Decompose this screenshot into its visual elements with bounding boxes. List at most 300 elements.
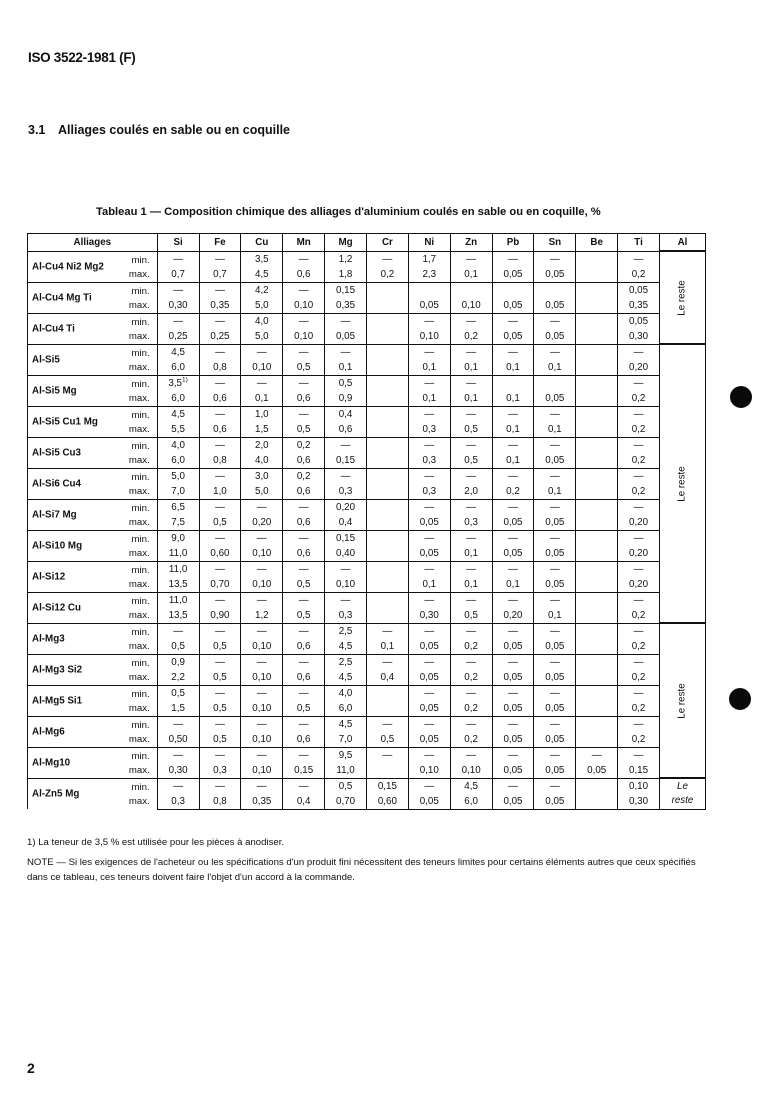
cell-value: 0,10 [252, 361, 272, 373]
cell-value: — [508, 470, 518, 482]
cell-value: — [633, 439, 644, 451]
cell-value: 6,5 [171, 501, 185, 513]
cell-value: — [466, 594, 477, 606]
value-cell [450, 515, 492, 531]
alloy-cell [28, 561, 158, 592]
value-cell [283, 747, 325, 763]
value-cell [325, 267, 367, 283]
cell-value: 0,1 [464, 547, 478, 559]
value-cell [450, 251, 492, 267]
cell-value: — [549, 749, 560, 761]
cell-value: — [549, 532, 560, 544]
cell-value: 5,0 [171, 470, 185, 482]
al-balance-text: Le reste [676, 465, 688, 502]
value-cell [366, 453, 408, 469]
column-header: Al [659, 234, 705, 252]
value-cell [534, 747, 576, 763]
value-cell [408, 530, 450, 546]
value-cell [534, 422, 576, 438]
binder-hole-icon [730, 386, 752, 408]
value-cell [283, 437, 325, 453]
value-cell [450, 592, 492, 608]
value-cell [366, 639, 408, 655]
al-balance-text: Le reste [676, 279, 688, 316]
cell-value: 1,0 [255, 408, 269, 420]
cell-value: — [256, 377, 267, 389]
cell-value: — [633, 687, 644, 699]
alloy-name: Al-Si5 [32, 354, 60, 365]
value-cell [199, 313, 241, 329]
cell-value: 0,10 [252, 733, 272, 745]
cell-value: 0,1 [506, 392, 520, 404]
cell-value: 0,40 [336, 547, 356, 559]
cell-value: 0,3 [422, 423, 437, 435]
cell-value: 0,5 [171, 687, 185, 699]
cell-value: 0,2 [296, 439, 311, 451]
value-cell [157, 298, 199, 314]
cell-value: 0,05 [545, 392, 565, 404]
value-cell [492, 437, 534, 453]
cell-value: — [424, 656, 435, 668]
value-cell [325, 375, 367, 391]
min-label: min. [131, 409, 150, 421]
value-cell [534, 577, 576, 593]
max-label: max. [128, 764, 150, 776]
cell-value: 0,5 [213, 671, 227, 683]
value-cell [283, 639, 325, 655]
value-cell [576, 251, 618, 267]
value-cell [157, 251, 199, 267]
value-cell [450, 530, 492, 546]
value-cell [534, 484, 576, 500]
value-cell [534, 608, 576, 624]
section-number: 3.1 [28, 123, 46, 137]
cell-value: — [424, 377, 435, 389]
value-cell [618, 484, 660, 500]
value-cell [241, 592, 283, 608]
value-cell [534, 298, 576, 314]
value-cell [492, 406, 534, 422]
cell-value: — [508, 563, 518, 575]
max-label: max. [128, 423, 150, 435]
cell-value: 0,10 [252, 671, 272, 683]
cell-value: 1,0 [213, 485, 227, 497]
cell-value: 0,30 [168, 764, 188, 776]
cell-value: — [466, 470, 477, 482]
cell-value: 0,3 [422, 485, 437, 497]
cell-value: — [424, 501, 435, 513]
al-balance-text: Le reste [676, 682, 688, 719]
cell-value: 0,05 [419, 299, 439, 311]
max-label: max. [128, 796, 150, 807]
value-cell [408, 360, 450, 376]
value-cell [283, 251, 325, 267]
cell-value: 0,05 [545, 640, 565, 652]
cell-value: 0,05 [503, 764, 523, 776]
value-cell [618, 639, 660, 655]
cell-value: — [173, 625, 183, 637]
value-cell [157, 422, 199, 438]
value-cell [325, 778, 367, 794]
value-cell [534, 778, 576, 794]
cell-value: — [298, 687, 309, 699]
value-cell [576, 499, 618, 515]
value-cell [618, 530, 660, 546]
value-cell [408, 391, 450, 407]
value-cell [366, 267, 408, 283]
value-cell [576, 623, 618, 639]
al-cell [659, 623, 705, 778]
value-cell [618, 267, 660, 283]
value-cell [157, 685, 199, 701]
value-cell [283, 282, 325, 298]
value-cell [366, 344, 408, 360]
table-note: NOTE — Si les exigences de l'acheteur ou les spécifications d'un produit fini nécessitent des teneurs limites pour certains éléments autres que ceux spécifiés dans ce tableau, ces teneurs doivent faire l'objet d'un accord à la commande. [27, 857, 696, 883]
value-cell [534, 561, 576, 577]
value-cell [325, 763, 367, 779]
value-cell [199, 391, 241, 407]
value-cell [241, 437, 283, 453]
cell-value: 2,5 [338, 625, 353, 637]
cell-value: 0,5 [464, 609, 478, 621]
cell-value: — [466, 439, 477, 451]
cell-value: 0,05 [503, 268, 523, 280]
column-header: Fe [199, 234, 241, 252]
cell-value: — [215, 780, 225, 792]
value-cell [157, 732, 199, 748]
value-cell [618, 701, 660, 717]
value-cell [534, 530, 576, 546]
cell-value: 0,05 [545, 764, 565, 776]
value-cell [576, 344, 618, 360]
min-label: min. [131, 254, 150, 266]
cell-value: 0,2 [631, 423, 646, 435]
min-label: min. [131, 316, 150, 328]
max-label: max. [128, 609, 150, 621]
cell-value: 0,1 [506, 454, 520, 466]
cell-value: — [508, 532, 518, 544]
cell-value: 7,5 [171, 516, 185, 528]
cell-value: 0,1 [548, 423, 562, 435]
value-cell [492, 530, 534, 546]
cell-value: 13,5 [168, 609, 188, 621]
value-cell [534, 654, 576, 670]
cell-value: 5,0 [255, 299, 269, 311]
cell-value: 0,6 [338, 423, 353, 435]
value-cell [157, 515, 199, 531]
cell-value: 0,4 [380, 671, 395, 683]
value-cell [325, 251, 367, 267]
cell-value: 0,5 [213, 702, 227, 714]
table-row-min [28, 623, 706, 639]
cell-value: — [173, 749, 183, 761]
value-cell [618, 685, 660, 701]
value-cell [325, 577, 367, 593]
cell-value: 0,10 [419, 764, 439, 776]
max-label: max. [128, 485, 150, 497]
value-cell [199, 608, 241, 624]
alloy-cell [28, 375, 158, 406]
cell-value: 0,70 [210, 578, 230, 590]
value-cell [199, 251, 241, 267]
value-cell [408, 685, 450, 701]
value-cell [576, 375, 618, 391]
cell-value: 0,10 [252, 764, 272, 776]
value-cell [283, 794, 325, 810]
cell-value: 6,0 [171, 392, 185, 404]
value-cell [492, 422, 534, 438]
value-cell [325, 422, 367, 438]
value-cell [576, 406, 618, 422]
composition-table [27, 233, 706, 810]
cell-value: — [466, 408, 477, 420]
cell-value: 0,25 [210, 330, 230, 342]
alloy-cell [28, 406, 158, 437]
cell-value: 4,0 [171, 439, 185, 451]
value-cell [450, 546, 492, 562]
cell-value: 0,20 [629, 516, 649, 528]
cell-value: 0,4 [338, 516, 353, 528]
cell-value: — [633, 749, 644, 761]
value-cell [450, 313, 492, 329]
cell-value: — [508, 780, 518, 792]
value-cell [576, 360, 618, 376]
value-cell [408, 716, 450, 732]
cell-value: — [508, 253, 518, 265]
alloy-name: Al-Zn5 Mg [32, 788, 80, 800]
cell-value: — [215, 625, 225, 637]
value-cell [618, 778, 660, 794]
cell-value: 0,1 [548, 361, 562, 373]
value-cell [199, 701, 241, 717]
value-cell [576, 561, 618, 577]
table-row-min [28, 685, 706, 701]
cell-value: 0,05 [545, 733, 565, 745]
value-cell [450, 391, 492, 407]
value-cell [408, 251, 450, 267]
cell-value: — [173, 253, 183, 265]
value-cell [492, 561, 534, 577]
cell-value: 4,5 [255, 268, 269, 280]
cell-value: 11,0 [336, 764, 355, 776]
cell-value: 6,0 [171, 454, 185, 466]
cell-value: 5,5 [171, 423, 185, 435]
min-label: min. [131, 471, 150, 483]
cell-value: 0,10 [294, 299, 314, 311]
max-label: max. [128, 516, 150, 528]
cell-value: 0,05 [419, 733, 439, 745]
cell-value: 11,0 [168, 594, 188, 606]
cell-value: — [298, 501, 309, 513]
value-cell [241, 639, 283, 655]
cell-value: — [549, 253, 560, 265]
value-cell [492, 654, 534, 670]
value-cell [283, 422, 325, 438]
value-cell [576, 484, 618, 500]
cell-value: 0,60 [210, 547, 230, 559]
cell-value: 0,6 [296, 392, 311, 404]
value-cell [199, 282, 241, 298]
value-cell [450, 499, 492, 515]
cell-value: 0,3 [213, 764, 227, 776]
table-row-min [28, 406, 706, 422]
alloy-cell [28, 685, 158, 716]
value-cell [534, 329, 576, 345]
value-cell [283, 329, 325, 345]
value-cell [241, 577, 283, 593]
value-cell [534, 685, 576, 701]
value-cell [157, 437, 199, 453]
alloy-name: Al-Si12 [32, 571, 66, 582]
cell-value: — [256, 532, 267, 544]
value-cell [199, 794, 241, 810]
cell-value: 9,0 [171, 532, 185, 544]
value-cell [450, 747, 492, 763]
cell-value: — [466, 749, 477, 761]
value-cell [534, 344, 576, 360]
cell-value: 0,7 [171, 268, 185, 280]
value-cell [492, 391, 534, 407]
cell-value: 0,05 [419, 795, 439, 807]
cell-value: 0,05 [629, 284, 649, 296]
value-cell [576, 670, 618, 686]
cell-value: — [508, 346, 518, 358]
cell-value: — [215, 687, 225, 699]
value-cell [618, 375, 660, 391]
cell-value: — [466, 718, 477, 730]
value-cell [241, 515, 283, 531]
value-cell [325, 453, 367, 469]
cell-value: — [424, 718, 435, 730]
value-cell [450, 732, 492, 748]
value-cell [325, 329, 367, 345]
value-cell [283, 623, 325, 639]
cell-value: — [549, 594, 560, 606]
cell-value: — [549, 563, 560, 575]
column-header: Si [157, 234, 199, 252]
cell-value: — [256, 780, 267, 792]
cell-value: 0,2 [464, 733, 478, 745]
alloy-cell [28, 468, 158, 499]
cell-value: 0,6 [296, 640, 311, 652]
cell-value: 0,5 [464, 454, 478, 466]
value-cell [450, 298, 492, 314]
value-cell [618, 546, 660, 562]
cell-value: — [256, 656, 267, 668]
cell-value: — [466, 625, 477, 637]
cell-value: 2,0 [255, 439, 269, 451]
value-cell [450, 778, 492, 794]
value-cell [408, 484, 450, 500]
table-body [28, 251, 706, 809]
cell-value: 0,35 [210, 299, 230, 311]
cell-value: 0,3 [171, 795, 185, 807]
value-cell [241, 530, 283, 546]
value-cell [157, 468, 199, 484]
alloy-name: Al-Si5 Cu1 Mg [32, 416, 98, 427]
cell-value: 0,05 [503, 547, 523, 559]
value-cell [408, 313, 450, 329]
value-cell [492, 546, 534, 562]
value-cell [408, 468, 450, 484]
value-cell [241, 298, 283, 314]
cell-value: 0,15 [629, 764, 649, 776]
value-cell [325, 747, 367, 763]
al-cell [659, 344, 705, 623]
value-cell [618, 499, 660, 515]
cell-value: — [298, 749, 309, 761]
value-cell [492, 453, 534, 469]
value-cell [366, 654, 408, 670]
cell-value: 0,9 [171, 656, 185, 668]
value-cell [618, 329, 660, 345]
cell-value: — [549, 780, 560, 792]
value-cell [325, 561, 367, 577]
cell-value: 0,35 [252, 795, 272, 807]
value-cell [325, 794, 367, 810]
value-cell [157, 623, 199, 639]
cell-value: 4,5 [171, 346, 185, 358]
cell-value: 0,05 [503, 299, 523, 311]
column-header: Zn [450, 234, 492, 252]
cell-value: 0,10 [252, 640, 272, 652]
cell-value: — [549, 470, 560, 482]
value-cell [366, 716, 408, 732]
table-row-min [28, 468, 706, 484]
table-row-min [28, 716, 706, 732]
cell-value: 0,15 [294, 764, 314, 776]
table-row-min [28, 592, 706, 608]
cell-value: 3,5 [168, 377, 183, 389]
value-cell [199, 267, 241, 283]
cell-value: 0,05 [545, 299, 565, 311]
value-cell [492, 344, 534, 360]
value-cell [157, 608, 199, 624]
value-cell [618, 747, 660, 763]
value-cell [283, 453, 325, 469]
value-cell [492, 484, 534, 500]
cell-value: — [549, 625, 560, 637]
value-cell [241, 608, 283, 624]
cell-value: — [256, 718, 267, 730]
cell-value: — [633, 532, 644, 544]
min-label: min. [131, 688, 150, 700]
value-cell [492, 794, 534, 810]
cell-value: 0,4 [338, 408, 353, 420]
value-cell [366, 515, 408, 531]
cell-value: 0,6 [296, 268, 311, 280]
cell-value: 0,2 [631, 268, 646, 280]
cell-value: — [215, 439, 225, 451]
cell-value: — [633, 377, 644, 389]
value-cell [492, 592, 534, 608]
cell-value: 0,3 [464, 516, 478, 528]
value-cell [408, 747, 450, 763]
value-cell [450, 468, 492, 484]
cell-value: 4,5 [171, 408, 185, 420]
cell-value: — [424, 687, 435, 699]
value-cell [534, 639, 576, 655]
table-row-min [28, 778, 706, 794]
cell-value: — [633, 253, 644, 265]
alloy-cell [28, 530, 158, 561]
value-cell [408, 499, 450, 515]
cell-value: 0,35 [629, 299, 649, 311]
alloy-cell [28, 251, 158, 282]
value-cell [283, 577, 325, 593]
cell-value: 0,05 [503, 330, 523, 342]
cell-value: — [424, 563, 435, 575]
